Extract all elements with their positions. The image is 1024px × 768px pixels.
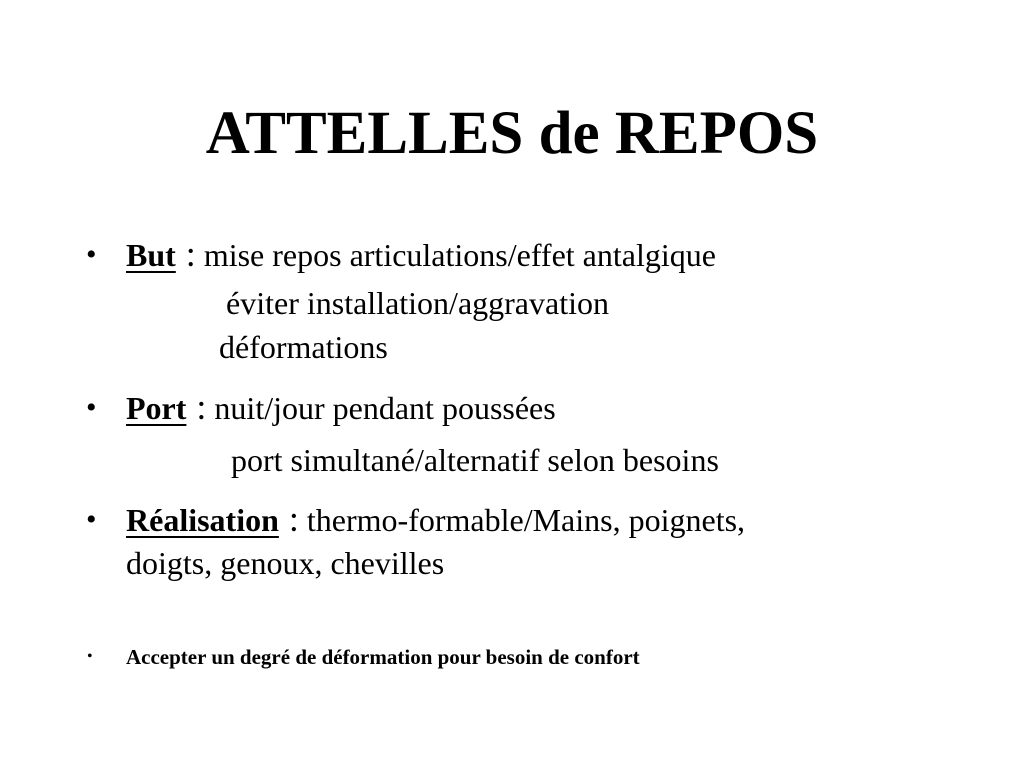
bullet-text: mise repos articulations/effet antalgique [203,237,716,273]
bullet-marker: • [87,648,93,665]
bullet-continuation-line: déformations [219,329,388,365]
bullet-label: But [126,237,176,273]
bullet-continuation-line: éviter installation/aggravation [226,285,609,321]
bullet-marker: • [86,503,97,536]
bullet-colon: : [185,234,196,274]
bullet-marker: • [86,391,97,424]
bullet-label: Port [126,390,187,426]
bullet-line [126,499,745,540]
bullet-text: Accepter un degré de déformation pour besoin de confort [126,645,640,669]
bullet-continuation-line: port simultané/alternatif selon besoins [231,442,719,478]
bullet-line [126,234,716,275]
bullet-continuation-line: doigts, genoux, chevilles [126,545,445,581]
bullet-colon: : [196,387,207,427]
bullet-colon: : [288,499,299,539]
bullet-text: nuit/jour pendant poussées [214,390,556,426]
slide-title: ATTELLES de REPOS [205,100,819,167]
bullet-line [126,387,556,428]
bullet-text: thermo-formable/Mains, poignets, [306,502,746,538]
bullet-marker: • [86,238,97,271]
bullet-label: Réalisation [126,502,279,538]
